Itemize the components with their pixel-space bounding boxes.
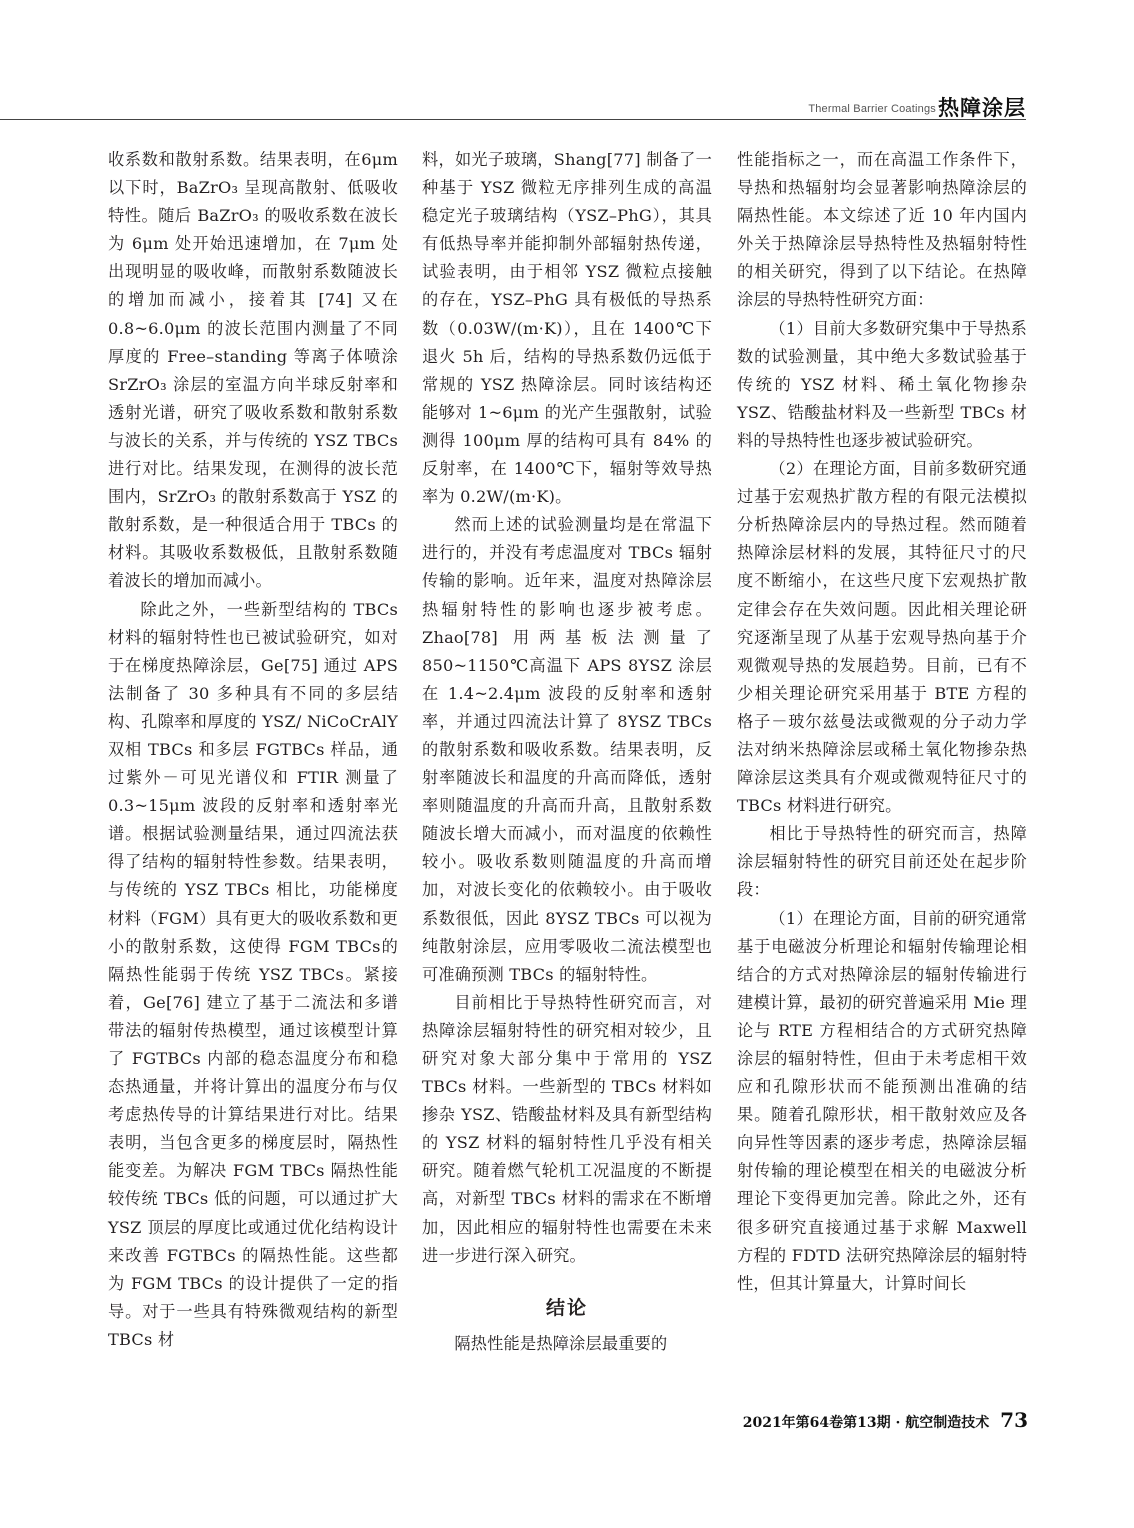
- running-header: [0, 88, 1134, 122]
- header-rule: [0, 119, 1026, 120]
- text-column-right: [737, 146, 1027, 1298]
- text-column-left: [108, 146, 398, 1354]
- paragraph: 隔热性能是热障涂层最重要的: [454, 1333, 668, 1353]
- paragraph: 料，如光子玻璃，Shang[77] 制备了一种基于 YSZ 微粒无序排列生成的高温稳定光子玻璃结构（YSZ–PhG），其具有低热导率并能抑制外部辐射热传递，试验表明，由于相邻 YSZ 微粒点接触的存在，YSZ–PhG 具有极低的导热系数（0.03W/(m·K)），且在 1400℃下退火 5h 后，结构的导热系数仍远低于常规的 YSZ 热障涂层。同时该结构还能够对 1~6μm 的光产生强散射，试验测得 100μm 厚的结构可具有 84% 的反射率，在 1400℃下，辐射等效导热率为 0.2W/(m·K)。: [422, 150, 712, 507]
- page-footer: [743, 1408, 1028, 1432]
- paragraph: 目前相比于导热特性研究而言，对热障涂层辐射特性的研究相对较少，且研究对象大部分集中于常用的 YSZ TBCs 材料。一些新型的 TBCs 材料如掺杂 YSZ、锆酸盐材料及具有新型结构的 YSZ 材料的辐射特性几乎没有相关研究。随着燃气轮机工况温度的不断提高，对新型 TBCs 材料的需求在不断增加，因此相应的辐射特性也需要在未来进一步进行深入研究。: [422, 992, 712, 1265]
- paragraph: （1）在理论方面，目前的研究通常基于电磁波分析理论和辐射传输理论相结合的方式对热障涂层的辐射传输进行建模计算，最初的研究普遍采用 Mie 理论与 RTE 方程相结合的方式研究热障涂层的辐射特性，但由于未考虑相干效应和孔隙形状而不能预测出准确的结果。随着孔隙形状，相干散射效应及各向异性等因素的逐步考虑，热障涂层辐射传输的理论模型在相关的电磁波分析理论下变得更加完善。除此之外，还有很多研究直接通过基于求解 Maxwell 方程的 FDTD 法研究热障涂层的辐射特性，但其计算量大，计算时间长: [737, 908, 1027, 1293]
- page-number: 73: [1000, 1408, 1028, 1432]
- text-column-middle: [422, 146, 712, 1358]
- paragraph: （1）目前大多数研究集中于导热系数的试验测量，其中绝大多数试验基于传统的 YSZ 材料、稀土氧化物掺杂 YSZ、锆酸盐材料及一些新型 TBCs 材料的导热特性也逐步被试验研究。: [737, 318, 1027, 450]
- paragraph: 相比于导热特性的研究而言，热障涂层辐射特性的研究目前还处在起步阶段：: [737, 824, 1027, 900]
- journal-info: 2021年第64卷第13期 · 航空制造技术: [742, 1415, 990, 1431]
- header-chinese-title: 热障涂层: [938, 96, 1026, 120]
- paragraph: 然而上述的试验测量均是在常温下进行的，并没有考虑温度对 TBCs 辐射传输的影响。近年来，温度对热障涂层热辐射特性的影响也逐步被考虑。Zhao[78] 用两基板法测量了 850~1150℃高温下 APS 8YSZ 涂层在 1.4~2.4μm 波段的反射率和透射率，并通过四流法计算了 8YSZ TBCs 的散射系数和吸收系数。结果表明，反射率随波长和温度的升高而降低，透射率则随温度的升高而升高，且散射系数随波长增大而减小，而对温度的依赖性较小。吸收系数则随温度的升高而增加，对波长变化的依赖较小。由于吸收系数很低，因此 8YSZ TBCs 可以视为纯散射涂层，应用零吸收二流法模型也可准确预测 TBCs 的辐射特性。: [422, 515, 712, 984]
- header-english-title: Thermal Barrier Coatings: [808, 103, 936, 115]
- paragraph: 性能指标之一，而在高温工作条件下，导热和热辐射均会显著影响热障涂层的隔热性能。本文综述了近 10 年内国内外关于热障涂层导热特性及热辐射特性的相关研究，得到了以下结论。在热障涂层的导热特性研究方面：: [737, 150, 1027, 310]
- section-heading-conclusion: 结论: [545, 1296, 588, 1319]
- paragraph: 收系数和散射系数。结果表明，在6μm以下时，BaZrO₃ 呈现高散射、低吸收特性。随后 BaZrO₃ 的吸收系数在波长为 6μm 处开始迅速增加，在 7μm 处出现明显的吸收峰，而散射系数随波长的增加而减小，接着其 [74] 又在 0.8~6.0μm 的波长范围内测量了不同厚度的 Free–standing 等离子体喷涂 SrZrO₃ 涂层的室温方向半球反射率和透射光谱，研究了吸收系数和散射系数与波长的关系，并与传统的 YSZ TBCs 进行对比。结果发现，在测得的波长范围内，SrZrO₃ 的散射系数高于 YSZ 的散射系数，是一种很适合用于 TBCs 的材料。其吸收系数极低，且散射系数随着波长的增加而减小。: [108, 150, 398, 591]
- paragraph: （2）在理论方面，目前多数研究通过基于宏观热扩散方程的有限元法模拟分析热障涂层内的导热过程。然而随着热障涂层材料的发展，其特征尺寸的尺度不断缩小，在这些尺度下宏观热扩散定律会存在失效问题。因此相关理论研究逐渐呈现了从基于宏观导热向基于介观微观导热的发展趋势。目前，已有不少相关理论研究采用基于 BTE 方程的格子－玻尔兹曼法或微观的分子动力学法对纳米热障涂层或稀土氧化物掺杂热障涂层这类具有介观或微观特征尺寸的 TBCs 材料进行研究。: [737, 459, 1027, 816]
- paragraph: 除此之外，一些新型结构的 TBCs 材料的辐射特性也已被试验研究，如对于在梯度热障涂层，Ge[75] 通过 APS 法制备了 30 多种具有不同的多层结构、孔隙率和厚度的 YSZ/ NiCoCrAlY 双相 TBCs 和多层 FGTBCs 样品，通过紫外－可见光谱仪和 FTIR 测量了 0.3~15μm 波段的反射率和透射率光谱。根据试验测量结果，通过四流法获得了结构的辐射特性参数。结果表明，与传统的 YSZ TBCs 相比，功能梯度材料（FGM）具有更大的吸收系数和更小的散射系数，这使得 FGM TBCs的隔热性能弱于传统 YSZ TBCs。紧接着，Ge[76] 建立了基于二流法和多谱带法的辐射传热模型，通过该模型计算了 FGTBCs 内部的稳态温度分布和稳态热通量，并将计算出的温度分布与仅考虑热传导的计算结果进行对比。结果表明，当包含更多的梯度层时，隔热性能变差。为解决 FGM TBCs 隔热性能较传统 TBCs 低的问题，可以通过扩大 YSZ 顶层的厚度比或通过优化结构设计来改善 FGTBCs 的隔热性能。这些都为 FGM TBCs 的设计提供了一定的指导。对于一些具有特殊微观结构的新型 TBCs 材: [108, 599, 398, 1349]
